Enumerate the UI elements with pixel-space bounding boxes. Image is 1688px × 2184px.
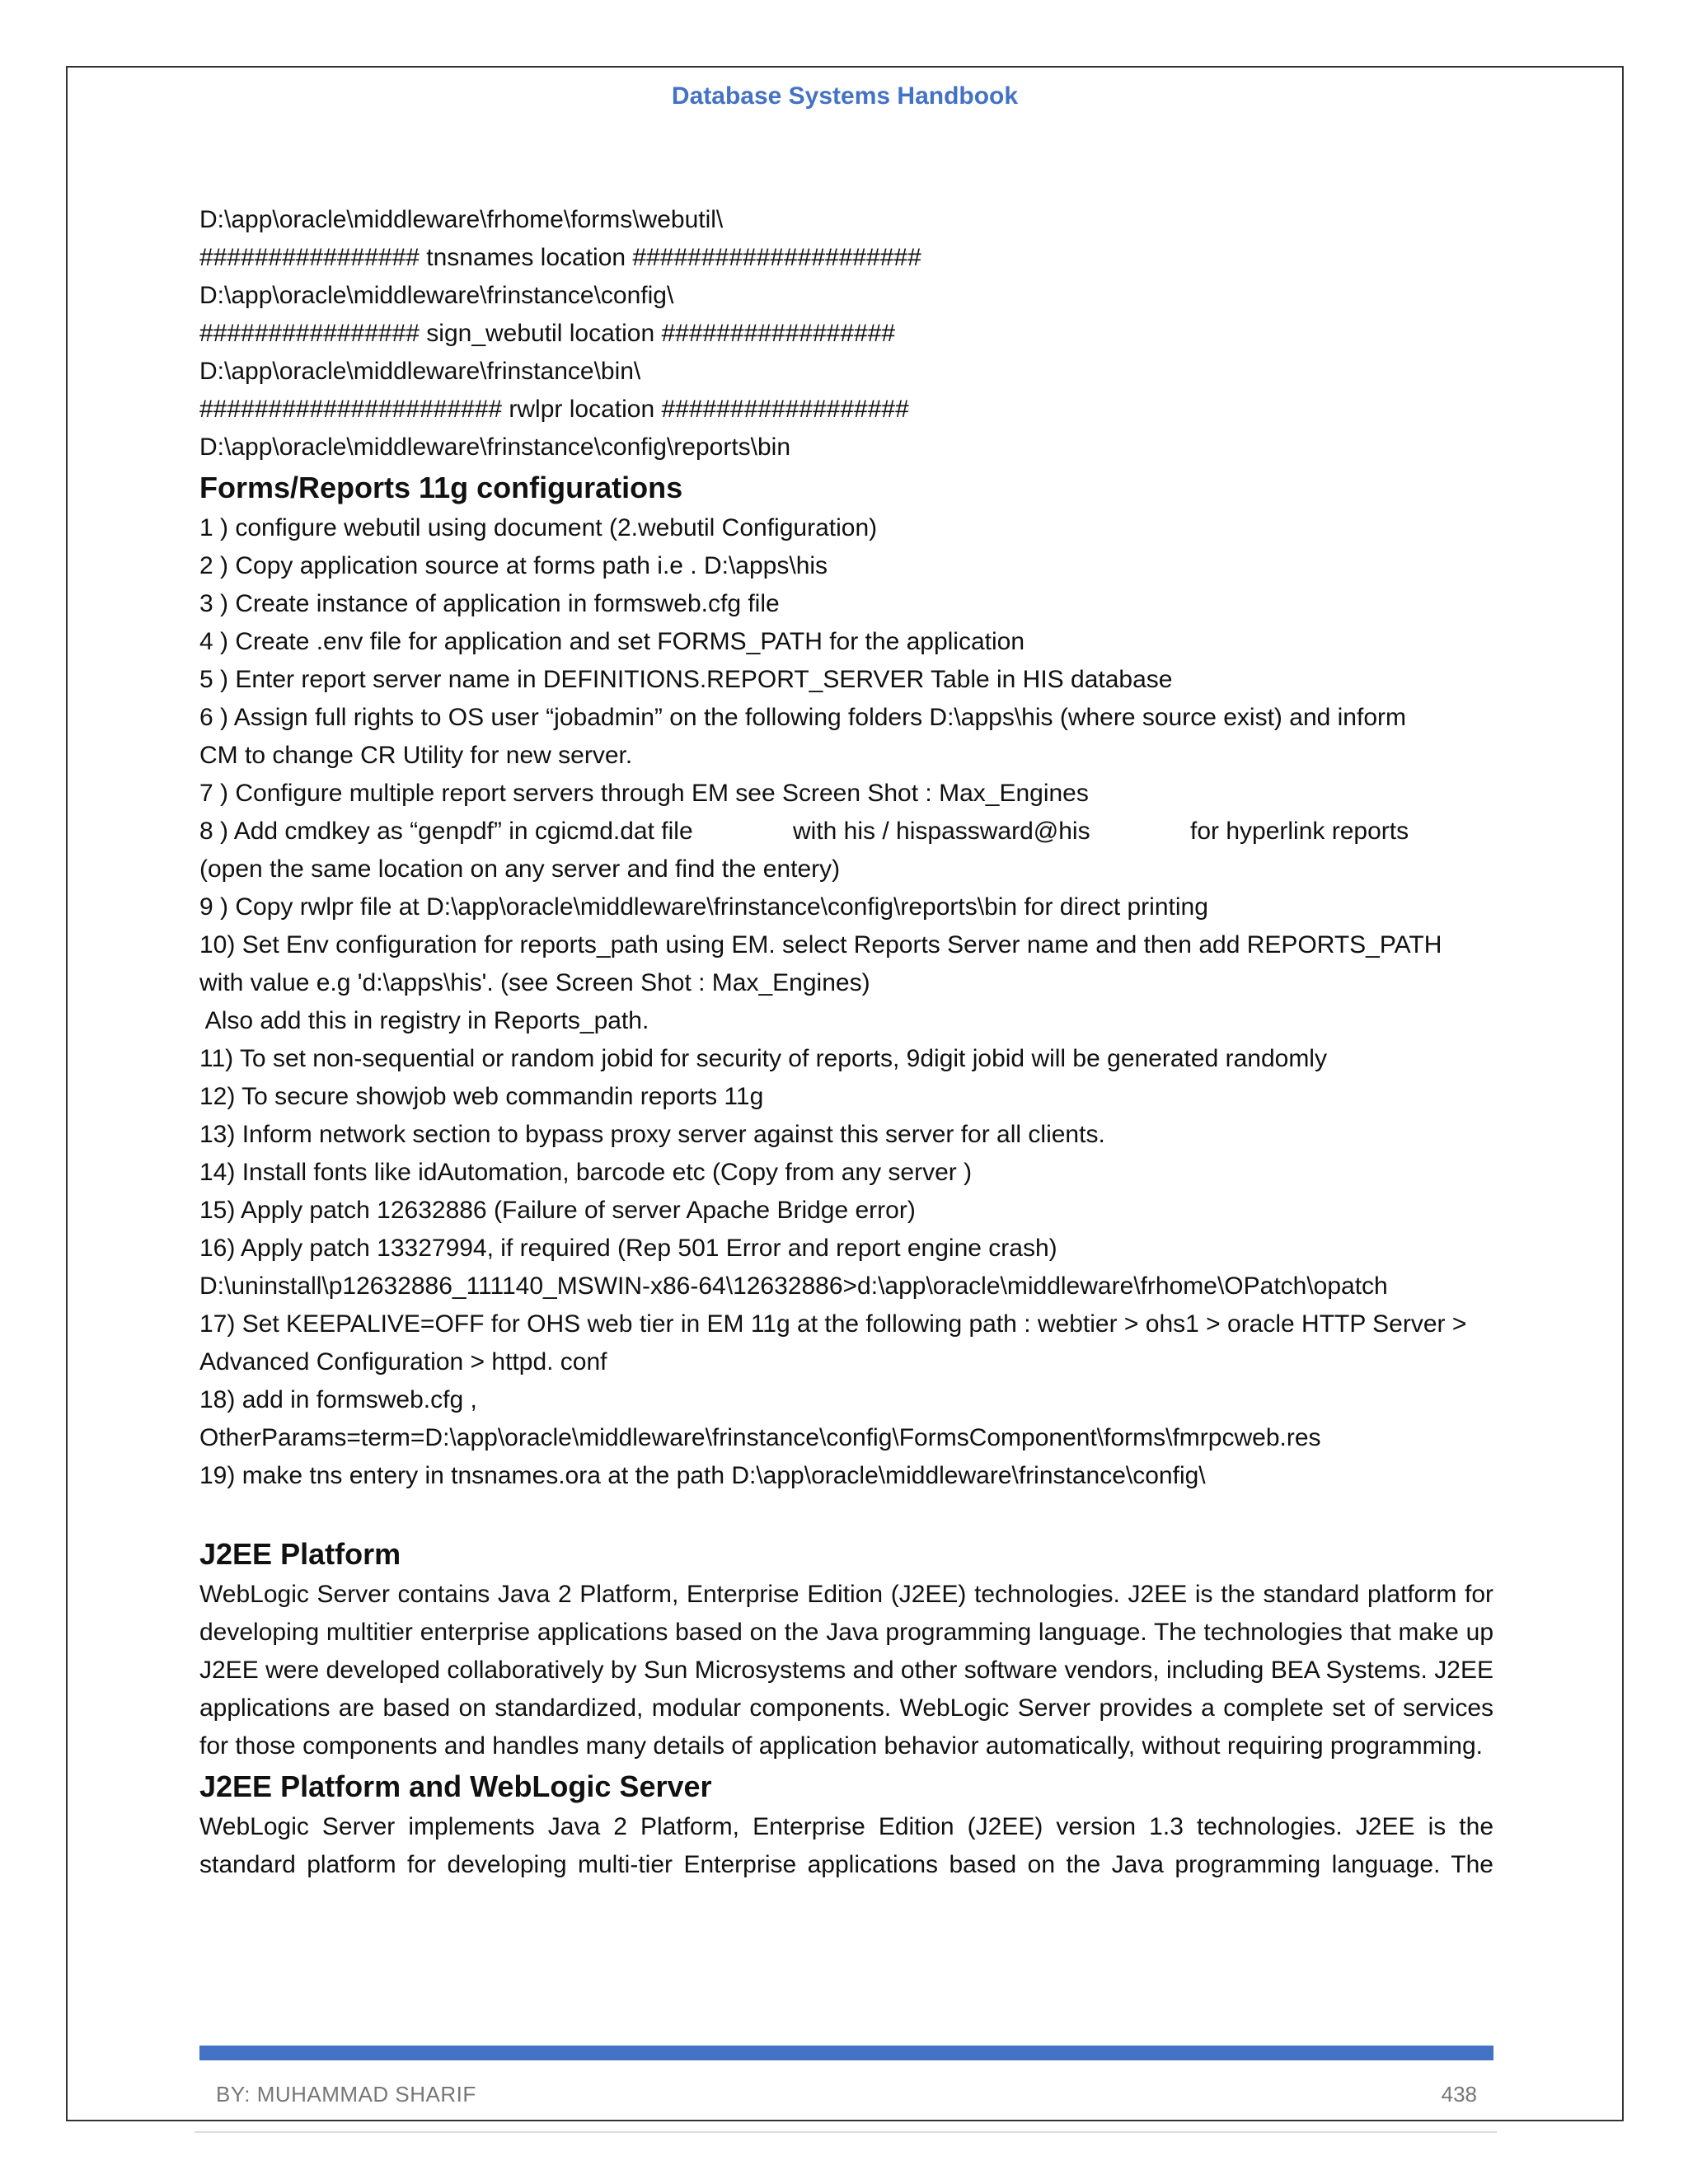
step-line: 12) To secure showjob web commandin reports 11g (199, 1083, 764, 1110)
step-line: 5 ) Enter report server name in DEFINITIONS.REPORT_SERVER Table in HIS database (199, 666, 1173, 693)
step8-part: with his / hispassward@his (793, 818, 1090, 845)
path-line: D:\app\oracle\middleware\frhome\forms\webutil\ (199, 206, 724, 233)
paragraph: WebLogic Server contains Java 2 Platform, Enterprise Edition (J2EE) technologies. J2EE is the standard platform for developing multitier enterprise applications based on the Java programming language. The technologies that make up J2EE were developed collaboratively by Sun Microsystems and other software vendors, including BEA Systems. J2EE applications are based on standardized, modular components. WebLogic Server provides a complete set of services for those components and handles many details of application behavior automatically, without requiring programming. (199, 1581, 1493, 1760)
step-line: D:\uninstall\p12632886_111140_MSWIN-x86-64\12632886>d:\app\oracle\middleware\frhome\OPatch\opatch (199, 1272, 1388, 1300)
step8-part: 8 ) Add cmdkey as “genpdf” in cgicmd.dat file (199, 818, 693, 845)
step-line: 3 ) Create instance of application in formsweb.cfg file (199, 590, 780, 617)
running-header: Database Systems Handbook (671, 82, 1019, 110)
footer-bar (199, 2046, 1493, 2060)
paragraph: WebLogic Server implements Java 2 Platform, Enterprise Edition (J2EE) version 1.3 technologies. J2EE is the standard platform for developing multi-tier Enterprise applications based on the Java programming language. The (199, 1813, 1493, 1878)
step-line: 11) To set non-sequential or random jobid for security of reports, 9digit jobid will be generated randomly (199, 1045, 1327, 1072)
step-line: 2 ) Copy application source at forms path i.e . D:\apps\his (199, 552, 828, 579)
step-line: Advanced Configuration > httpd. conf (199, 1348, 607, 1376)
step-line: 18) add in formsweb.cfg , (199, 1386, 477, 1413)
step-line: with value e.g 'd:\apps\his'. (see Screen Shot : Max_Engines) (199, 969, 870, 996)
step-line: OtherParams=term=D:\app\oracle\middleware\frinstance\config\FormsComponent\forms\fmrpcweb.res (199, 1424, 1321, 1451)
section-heading: Forms/Reports 11g configurations (199, 471, 683, 504)
step-line: 15) Apply patch 12632886 (Failure of server Apache Bridge error) (199, 1197, 916, 1224)
footer-author: BY: MUHAMMAD SHARIF (216, 2082, 476, 2107)
step-line: 16) Apply patch 13327994, if required (Rep 501 Error and report engine crash) (199, 1235, 1057, 1262)
step-line: Also add this in registry in Reports_path. (199, 1007, 649, 1034)
step-line (199, 813, 1493, 851)
path-line: ################ sign_webutil location ################# (199, 320, 896, 347)
step-line: 6 ) Assign full rights to OS user “jobadmin” on the following folders D:\apps\his (where source exist) and inform (199, 704, 1406, 731)
spacer (199, 1495, 1493, 1533)
bottom-rule (195, 2131, 1497, 2133)
step-line: CM to change CR Utility for new server. (199, 742, 633, 769)
step-line: 14) Install fonts like idAutomation, barcode etc (Copy from any server ) (199, 1159, 973, 1186)
path-line: ################ tnsnames location ##################### (199, 244, 921, 271)
step-line: 13) Inform network section to bypass proxy server against this server for all clients. (199, 1121, 1105, 1148)
step-line: (open the same location on any server and find the entery) (199, 855, 841, 883)
step-line: 10) Set Env configuration for reports_path using EM. select Reports Server name and then add REPORTS_PATH (199, 931, 1442, 958)
step-line: 1 ) configure webutil using document (2.webutil Configuration) (199, 514, 878, 541)
step-line: 9 ) Copy rwlpr file at D:\app\oracle\middleware\frinstance\config\reports\bin for direct printing (199, 893, 1208, 921)
path-line: ###################### rwlpr location ################## (199, 396, 909, 423)
section-heading: J2EE Platform and WebLogic Server (199, 1769, 712, 1803)
page-content (199, 201, 1493, 1884)
step-line: 4 ) Create .env file for application and set FORMS_PATH for the application (199, 628, 1025, 655)
page-number: 438 (1441, 2082, 1477, 2107)
path-line: D:\app\oracle\middleware\frinstance\config\reports\bin (199, 434, 791, 461)
step8-part: for hyperlink reports (1190, 818, 1409, 845)
path-line: D:\app\oracle\middleware\frinstance\config\ (199, 282, 674, 309)
step-line: 17) Set KEEPALIVE=OFF for OHS web tier in EM 11g at the following path : webtier > ohs1 > oracle HTTP Server > (199, 1310, 1467, 1338)
step-line: 19) make tns entery in tnsnames.ora at the path D:\app\oracle\middleware\frinstance\config\ (199, 1462, 1206, 1489)
path-line: D:\app\oracle\middleware\frinstance\bin\ (199, 358, 641, 385)
step-line: 7 ) Configure multiple report servers through EM see Screen Shot : Max_Engines (199, 780, 1089, 807)
section-heading: J2EE Platform (199, 1537, 401, 1571)
